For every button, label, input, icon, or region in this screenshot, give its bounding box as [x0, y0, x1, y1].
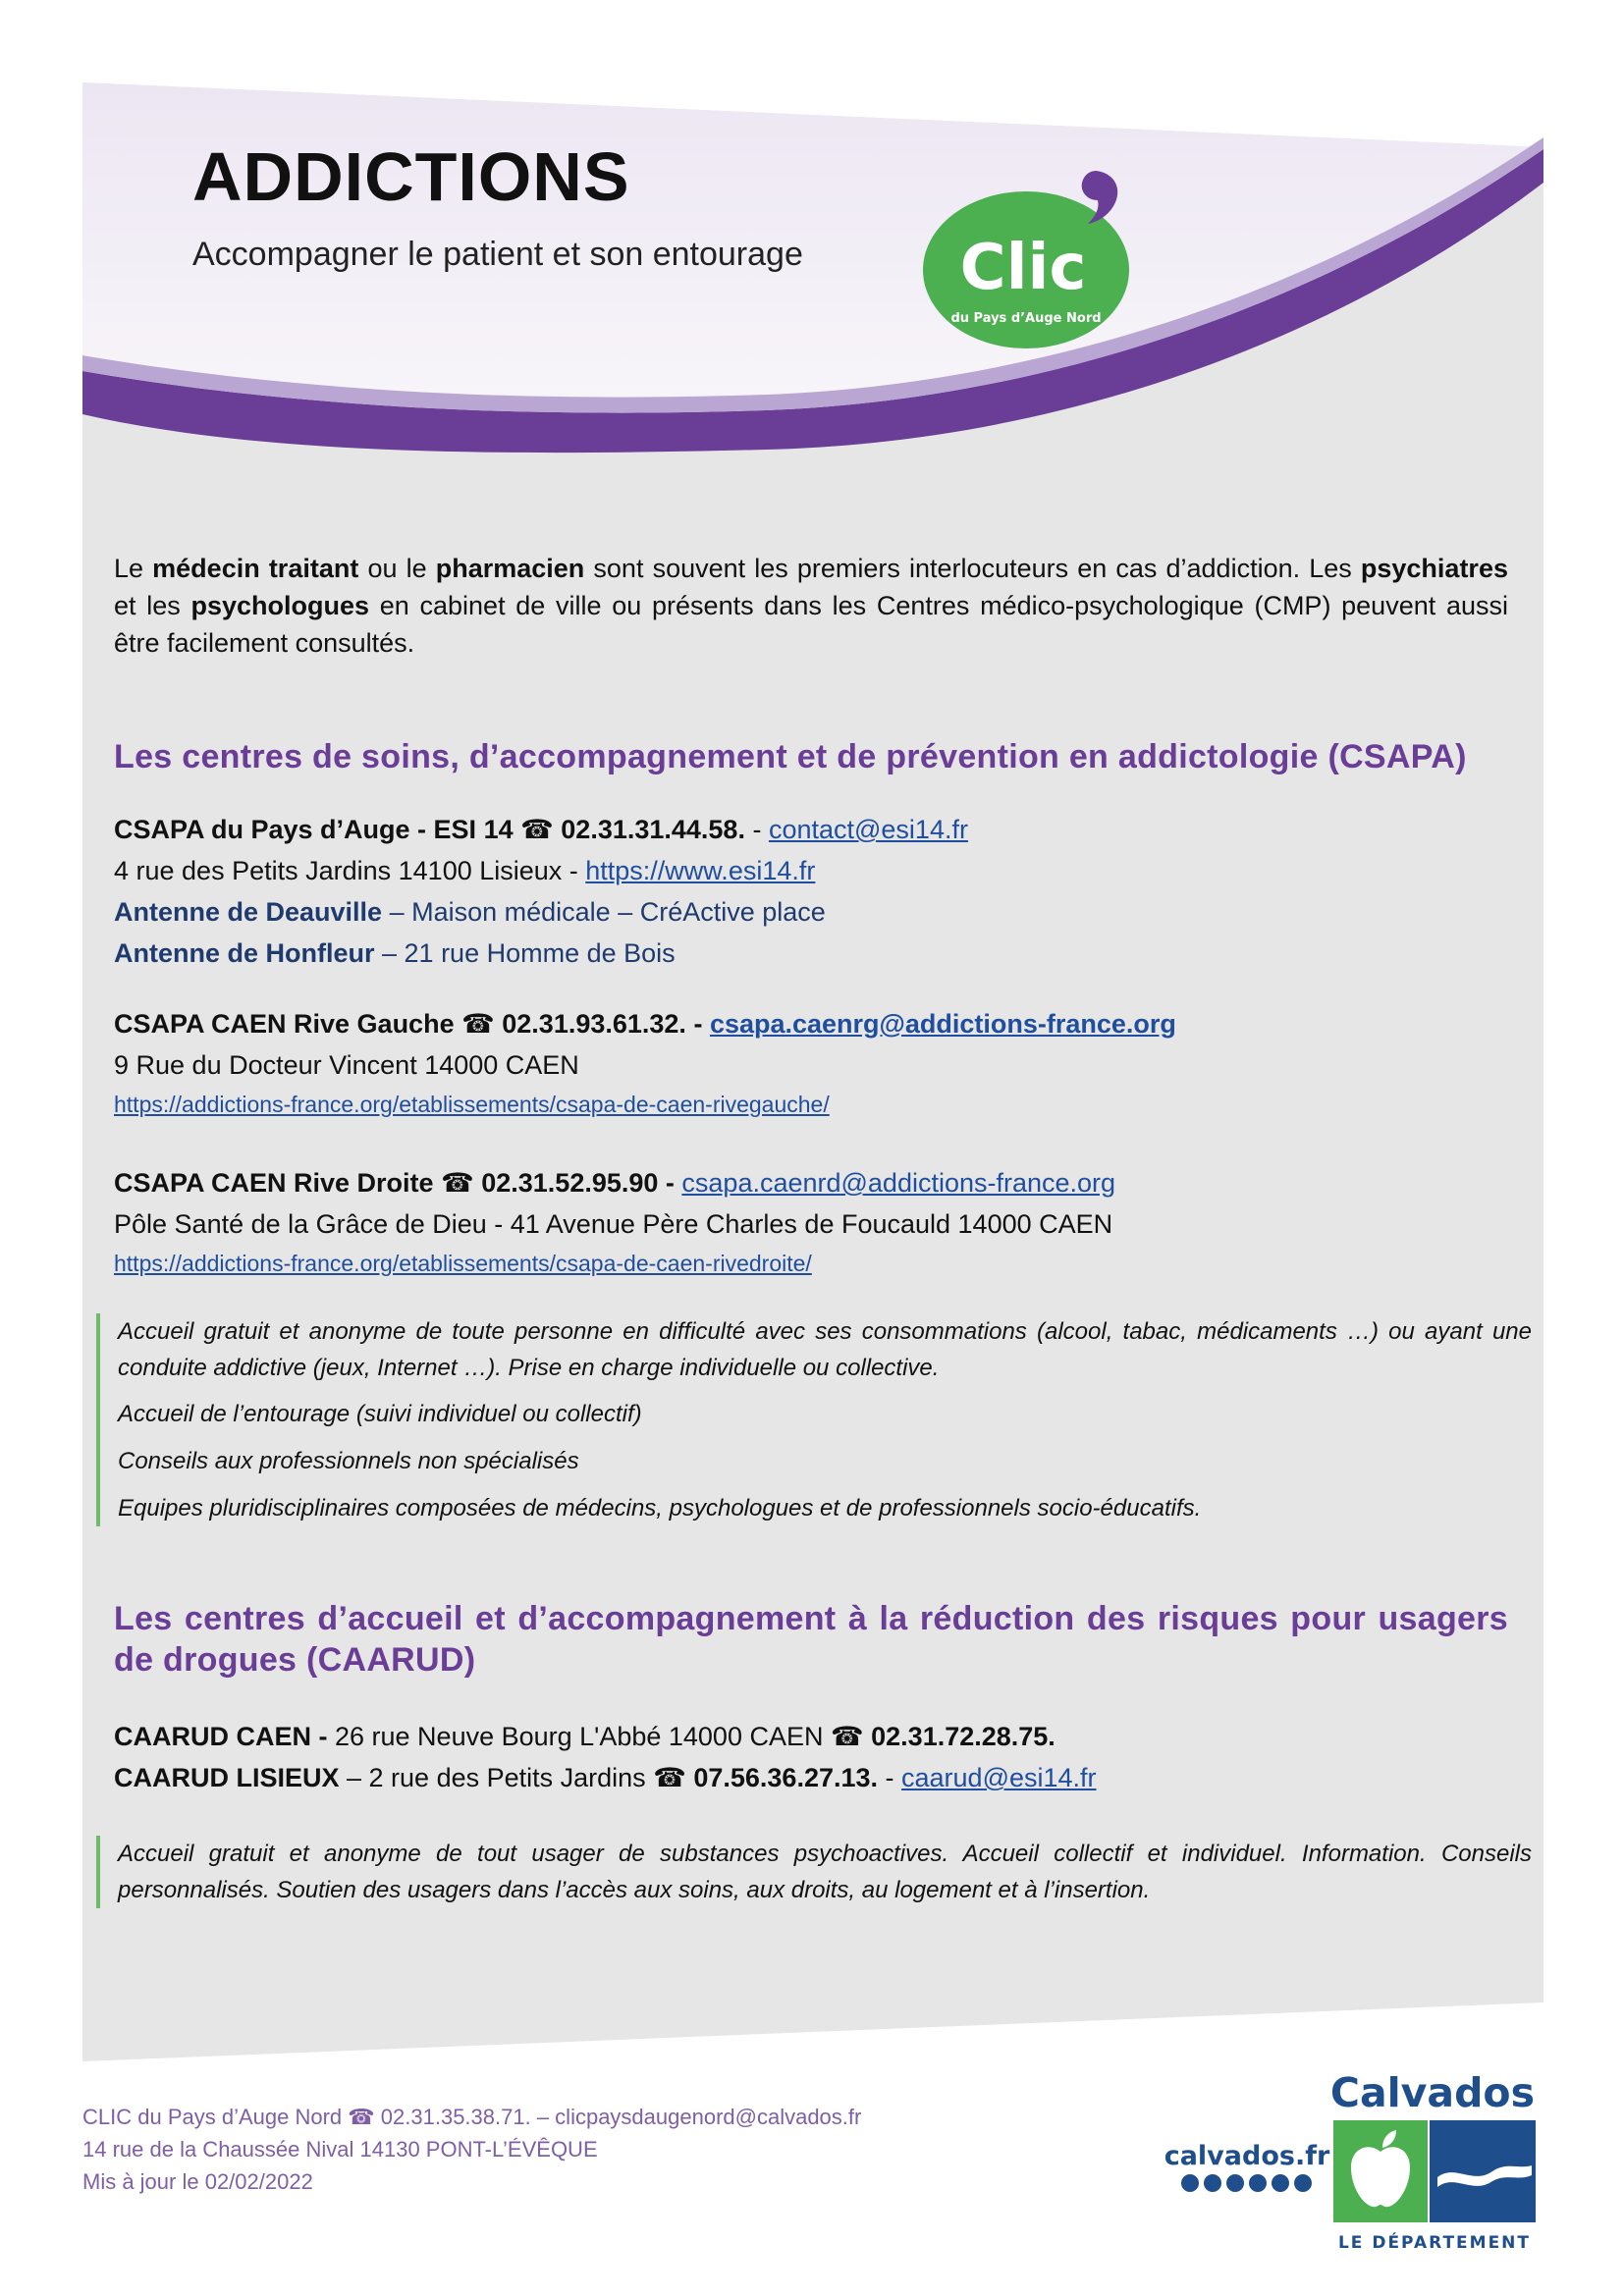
csapa-droite-email-link[interactable]: csapa.caenrd@addictions-france.org	[681, 1168, 1116, 1198]
clic-logo-tagline: du Pays d’Auge Nord	[950, 311, 1102, 326]
footer	[82, 2101, 861, 2198]
csapa-esi-address: 4 rue des Petits Jardins 14100 Lisieux -	[114, 856, 586, 885]
clic-logo-wordmark: Clic	[959, 232, 1087, 304]
csapa-esi-email-link[interactable]: contact@esi14.fr	[768, 815, 968, 844]
csapa-esi-address-line	[114, 850, 815, 891]
calvados-brand: Calvados	[1329, 2069, 1535, 2116]
csapa-droite-sep: -	[658, 1168, 682, 1198]
phone-icon: ☎	[520, 815, 554, 844]
footer-org: CLIC du Pays d’Auge Nord	[82, 2105, 349, 2129]
csapa-gauche-email-link[interactable]: csapa.caenrg@addictions-france.org	[709, 1009, 1176, 1039]
csapa-droite-line	[114, 1162, 1115, 1203]
twitter-icon	[1204, 2174, 1221, 2192]
caarud-lisieux-email-link[interactable]: caarud@esi14.fr	[901, 1763, 1097, 1792]
facebook-icon	[1181, 2174, 1199, 2192]
vimeo-icon	[1294, 2174, 1312, 2192]
page-subtitle: Accompagner le patient et son entourage	[192, 236, 803, 273]
calvados-website: calvados.fr	[1164, 2141, 1330, 2171]
csapa-droite-address: Pôle Santé de la Grâce de Dieu - 41 Avenue Père Charles de Foucauld 14000 CAEN	[114, 1209, 1113, 1239]
youtube-icon	[1249, 2174, 1267, 2192]
intro-bold-pharmacien: pharmacien	[435, 554, 585, 583]
calvados-logo	[1161, 2061, 1543, 2258]
csapa-droite-url-link[interactable]: https://addictions-france.org/etablissements/csapa-de-caen-rivedroite/	[114, 1251, 812, 1276]
caarud-caen-name: CAARUD CAEN -	[114, 1722, 335, 1751]
caarud-note: Accueil gratuit et anonyme de tout usager de substances psychoactives. Accueil collectif et individuel. Information. Conseils personnalisés. Soutien des usagers dans l’accès aux soins, aux droits, au logement et à l’insertion.	[96, 1836, 1532, 1908]
antenne-honfleur-name: Antenne de Honfleur	[114, 938, 375, 968]
caarud-lisieux-name: CAARUD LISIEUX	[114, 1763, 340, 1792]
footer-email: – clicpaysdaugenord@calvados.fr	[530, 2105, 862, 2129]
caarud-caen-phone: 02.31.72.28.75.	[871, 1722, 1056, 1751]
intro-text-3: sont souvent les premiers interlocuteurs en cas d’addiction. Les	[584, 554, 1361, 583]
intro-text-1: Le	[114, 554, 153, 583]
caarud-lisieux-sep: -	[878, 1763, 902, 1792]
phone-icon: ☎	[441, 1168, 474, 1198]
linkedin-icon	[1272, 2174, 1289, 2192]
caarud-caen-address: 26 rue Neuve Bourg L'Abbé 14000 CAEN	[335, 1722, 831, 1751]
intro-bold-medecin: médecin traitant	[152, 554, 359, 583]
csapa-antenne-deauville	[114, 891, 826, 933]
phone-icon: ☎	[830, 1722, 864, 1751]
calvados-department: LE DÉPARTEMENT	[1337, 2233, 1532, 2253]
intro-bold-psychologues: psychologues	[190, 591, 370, 620]
csapa-note-4: Equipes pluridisciplinaires composées de médecins, psychologues et de professionnels socio-éducatifs.	[118, 1495, 1202, 1522]
intro-text-4: et les	[114, 591, 191, 620]
intro-text-5: en cabinet de ville ou présents dans les Centres médico-psychologique (CMP) peuvent aussi être facilement consultés.	[114, 591, 1508, 658]
caarud-heading: Les centres d’accueil et d’accompagnement à la réduction des risques pour usagers de drogues (CAARUD)	[114, 1600, 1508, 1679]
caarud-lisieux-address: – 2 rue des Petits Jardins	[339, 1763, 654, 1792]
page-title: ADDICTIONS	[192, 138, 630, 215]
csapa-droite-phone: 02.31.52.95.90	[481, 1168, 659, 1198]
instagram-icon	[1226, 2174, 1244, 2192]
csapa-note-3: Conseils aux professionnels non spécialisés	[118, 1448, 579, 1474]
csapa-esi-sep: -	[744, 815, 769, 844]
caarud-caen-line	[114, 1716, 1056, 1757]
antenne-deauville-detail: – Maison médicale – CréActive place	[382, 897, 826, 927]
antenne-deauville-name: Antenne de Deauville	[114, 897, 383, 927]
caarud-lisieux-line	[114, 1757, 1097, 1798]
caarud-lisieux-phone: 07.56.36.27.13.	[693, 1763, 879, 1792]
intro-bold-psychiatres: psychiatres	[1360, 554, 1508, 583]
phone-icon: ☎	[348, 2105, 375, 2129]
footer-phone: 02.31.35.38.71.	[380, 2105, 531, 2129]
csapa-heading: Les centres de soins, d’accompagnement et de prévention en addictologie (CSAPA)	[114, 738, 1467, 775]
footer-address: 14 rue de la Chaussée Nival 14130 PONT-L’ÉVÊQUE	[82, 2137, 598, 2162]
phone-icon: ☎	[461, 1009, 495, 1039]
csapa-esi-website-link[interactable]: https://www.esi14.fr	[585, 856, 816, 885]
social-icons	[1181, 2174, 1312, 2192]
footer-updated: Mis à jour le 02/02/2022	[82, 2169, 313, 2194]
csapa-gauche-line	[114, 1003, 1176, 1044]
csapa-gauche-name: CSAPA CAEN Rive Gauche	[114, 1009, 455, 1039]
clic-logo	[923, 167, 1139, 353]
intro-paragraph	[114, 550, 1508, 662]
csapa-note-2: Accueil de l’entourage (suivi individuel ou collectif)	[118, 1401, 642, 1427]
csapa-gauche-url-link[interactable]: https://addictions-france.org/etablissements/csapa-de-caen-rivegauche/	[114, 1092, 830, 1117]
csapa-esi-name: CSAPA du Pays d’Auge - ESI 14	[114, 815, 514, 844]
csapa-note-1: Accueil gratuit et anonyme de toute personne en difficulté avec ses consommations (alcool, tabac, médicaments …) ou ayant une conduite addictive (jeux, Internet …). Prise en charge individuelle ou collective.	[118, 1318, 1532, 1381]
csapa-gauche-address: 9 Rue du Docteur Vincent 14000 CAEN	[114, 1050, 579, 1080]
intro-text-2: ou le	[358, 554, 436, 583]
csapa-gauche-sep: -	[685, 1009, 710, 1039]
csapa-esi-line	[114, 809, 968, 850]
phone-icon: ☎	[653, 1763, 686, 1792]
csapa-droite-name: CSAPA CAEN Rive Droite	[114, 1168, 434, 1198]
csapa-esi-phone: 02.31.31.44.58.	[561, 815, 745, 844]
footer-line-1	[82, 2101, 861, 2133]
csapa-notes	[96, 1313, 1532, 1526]
csapa-antenne-honfleur	[114, 933, 676, 974]
csapa-gauche-phone: 02.31.93.61.32.	[502, 1009, 686, 1039]
antenne-honfleur-detail: – 21 rue Homme de Bois	[374, 938, 676, 968]
